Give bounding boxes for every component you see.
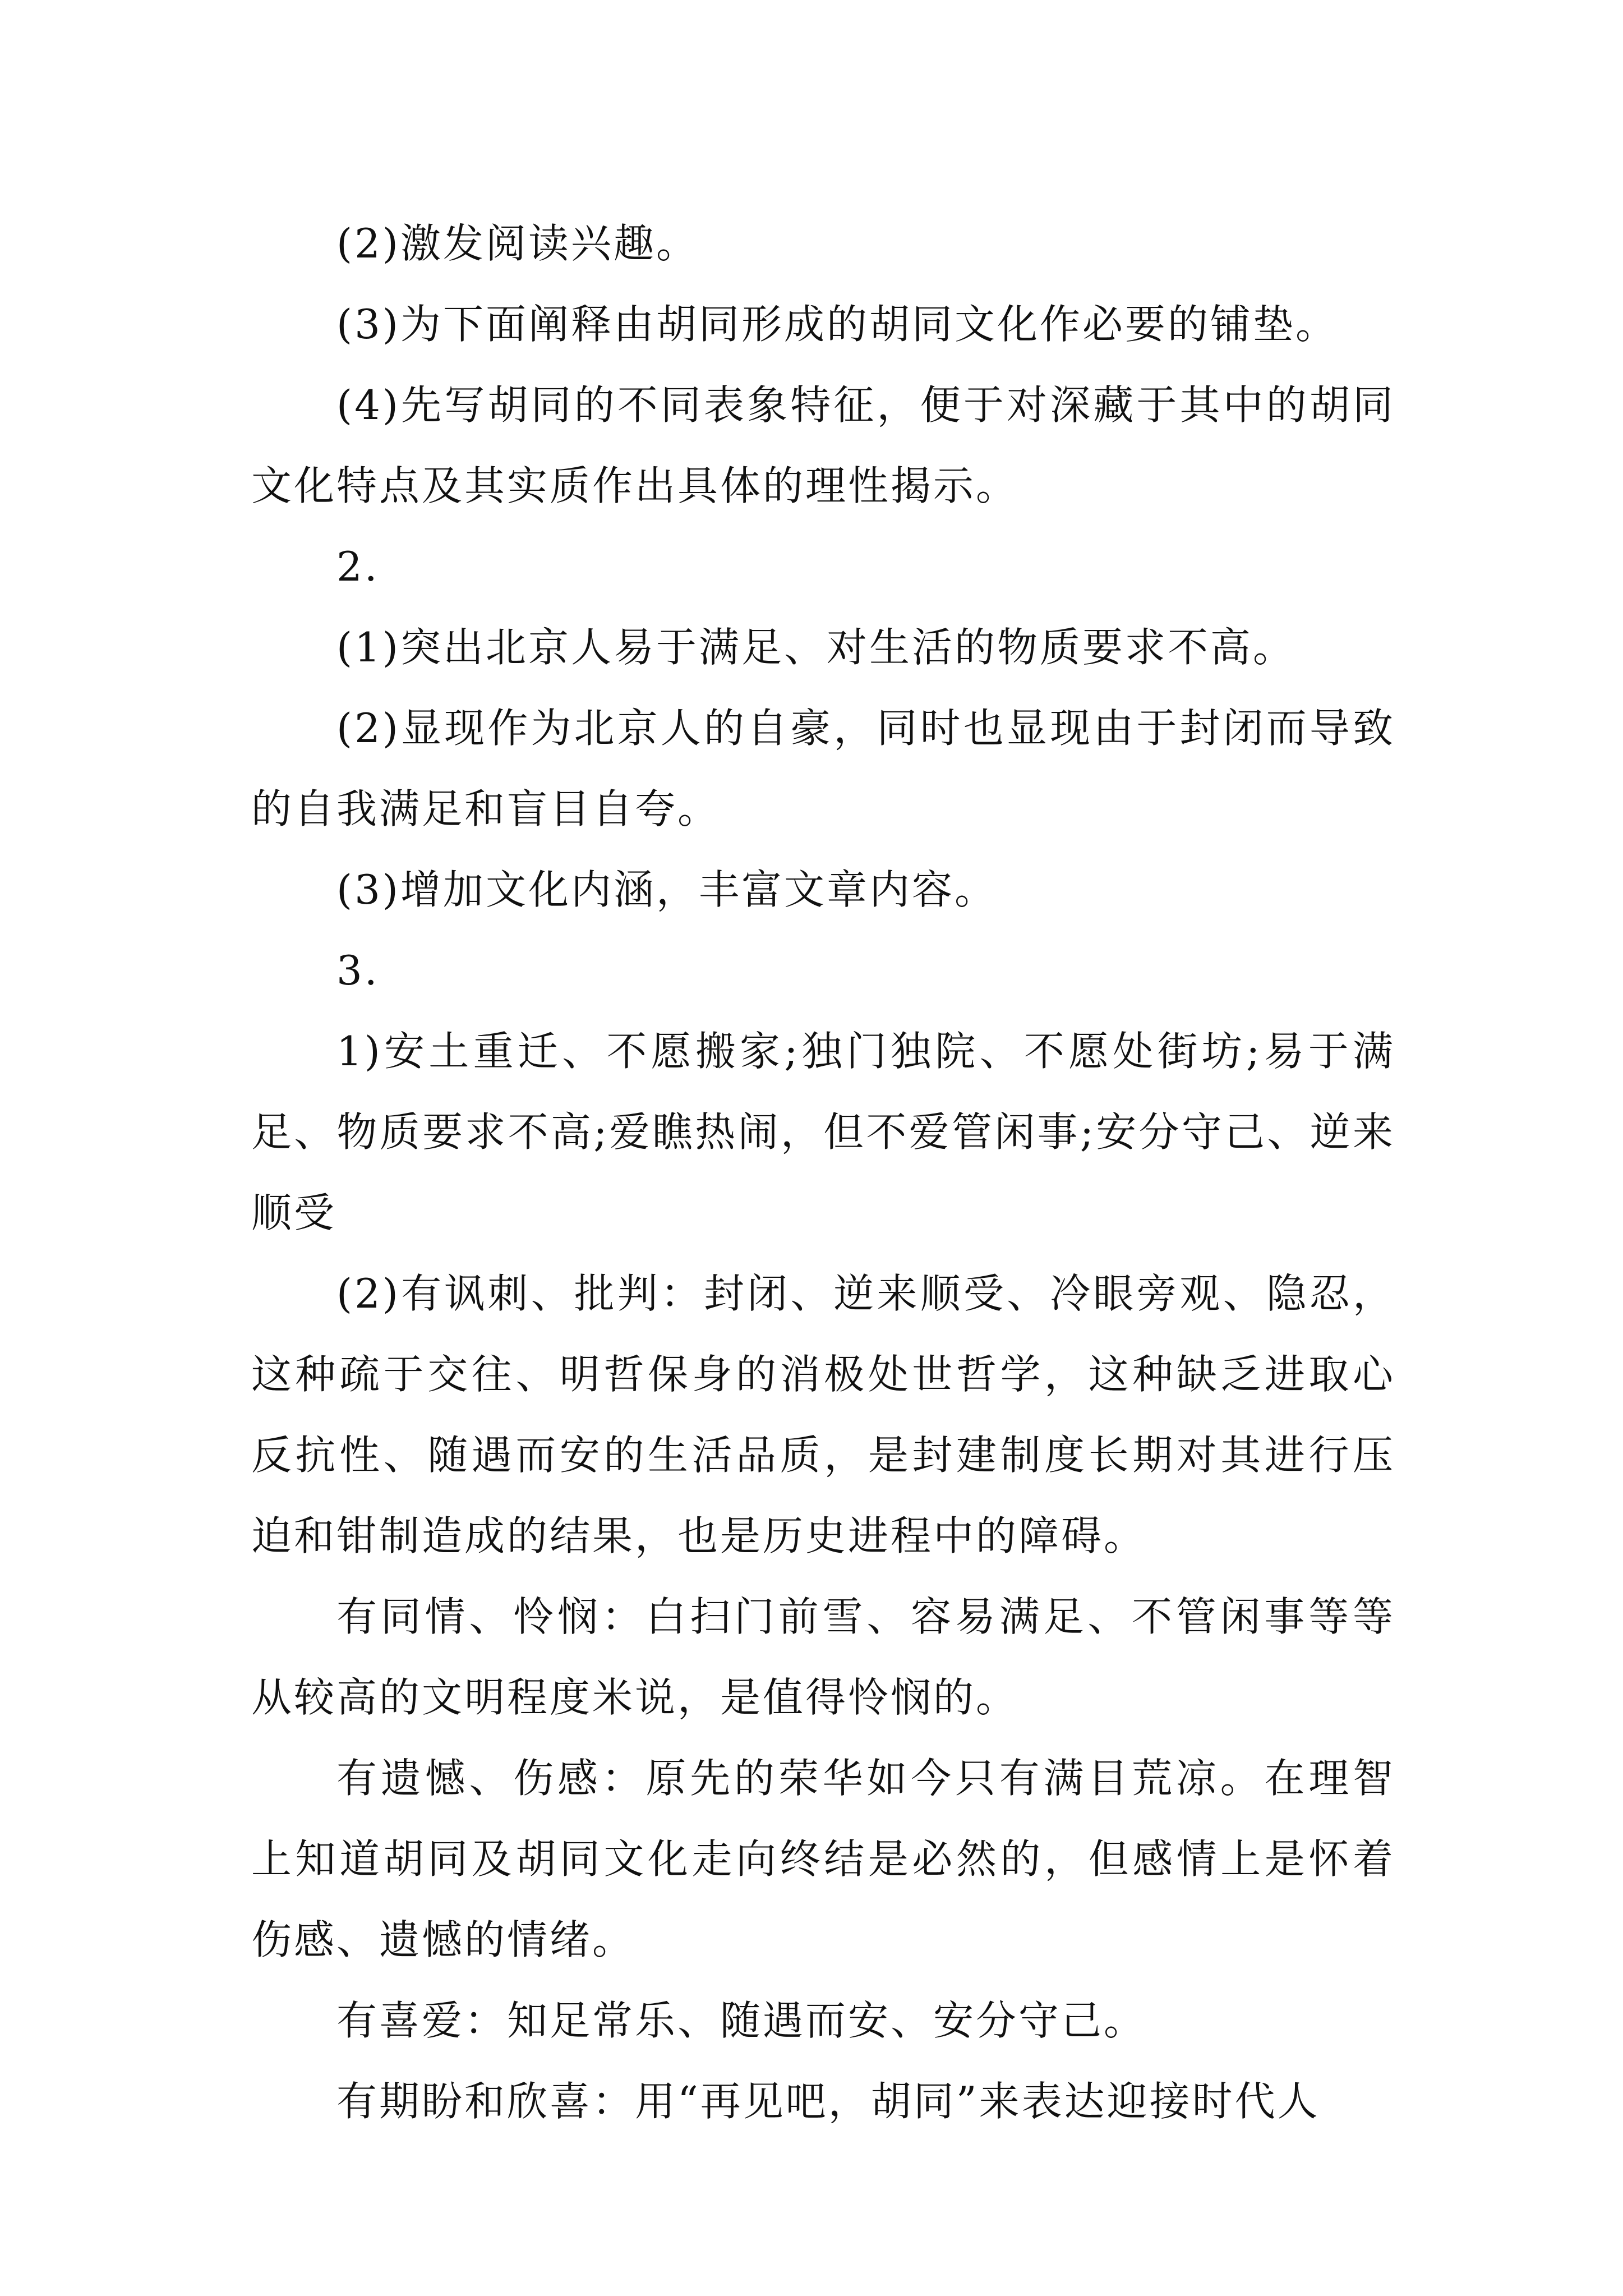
paragraph-2-1: (1)突出北京人易于满足、对生活的物质要求不高。: [336, 624, 1295, 671]
paragraph-4-features: (4)先写胡同的不同表象特征，便于对深藏于其中的胡同文化特点及其实质作出具体的理性揭示。: [251, 381, 1395, 509]
paragraph-3-1: 1)安土重迁、不愿搬家;独门独院、不愿处街坊;易于满足、物质要求不高;爱瞧热闹，但不爱管闲事;安分守己、逆来顺受: [251, 1028, 1395, 1236]
paragraph-fondness: 有喜爱：知足常乐、随遇而安、安分守己。: [336, 1997, 1147, 2044]
document-body: [251, 203, 1395, 2142]
paragraph-3-2-satire: (2)有讽刺、批判：封闭、逆来顺受、冷眼旁观、隐忍，这种疏于交往、明哲保身的消极处世哲学，这种缺乏进取心反抗性、随遇而安的生活品质，是封建制度长期对其进行压迫和钳制造成的结果，也是历史进程中的障碍。: [251, 1270, 1395, 1559]
section-number-3: 3.: [336, 947, 380, 994]
paragraph-2-reading-interest: (2)激发阅读兴趣。: [336, 220, 699, 267]
paragraph-regret: 有遗憾、伤感：原先的荣华如今只有满目荒凉。在理智上知道胡同及胡同文化走向终结是必然的，但感情上是怀着伤感、遗憾的情绪。: [251, 1755, 1395, 1963]
section-number-2: 2.: [336, 543, 380, 590]
paragraph-2-2: (2)显现作为北京人的自豪，同时也显现由于封闭而导致的自我满足和盲目自夸。: [251, 705, 1395, 832]
paragraph-3-groundwork: (3)为下面阐释由胡同形成的胡同文化作必要的铺垫。: [336, 301, 1338, 348]
paragraph-sympathy: 有同情、怜悯：白扫门前雪、容易满足、不管闲事等等从较高的文明程度米说，是值得怜悯的。: [251, 1593, 1395, 1721]
paragraph-expectation: 有期盼和欣喜：用“再见吧，胡同”来表达迎接时代人: [336, 2078, 1320, 2125]
paragraph-2-3: (3)增加文化内涵，丰富文章内容。: [336, 866, 997, 913]
